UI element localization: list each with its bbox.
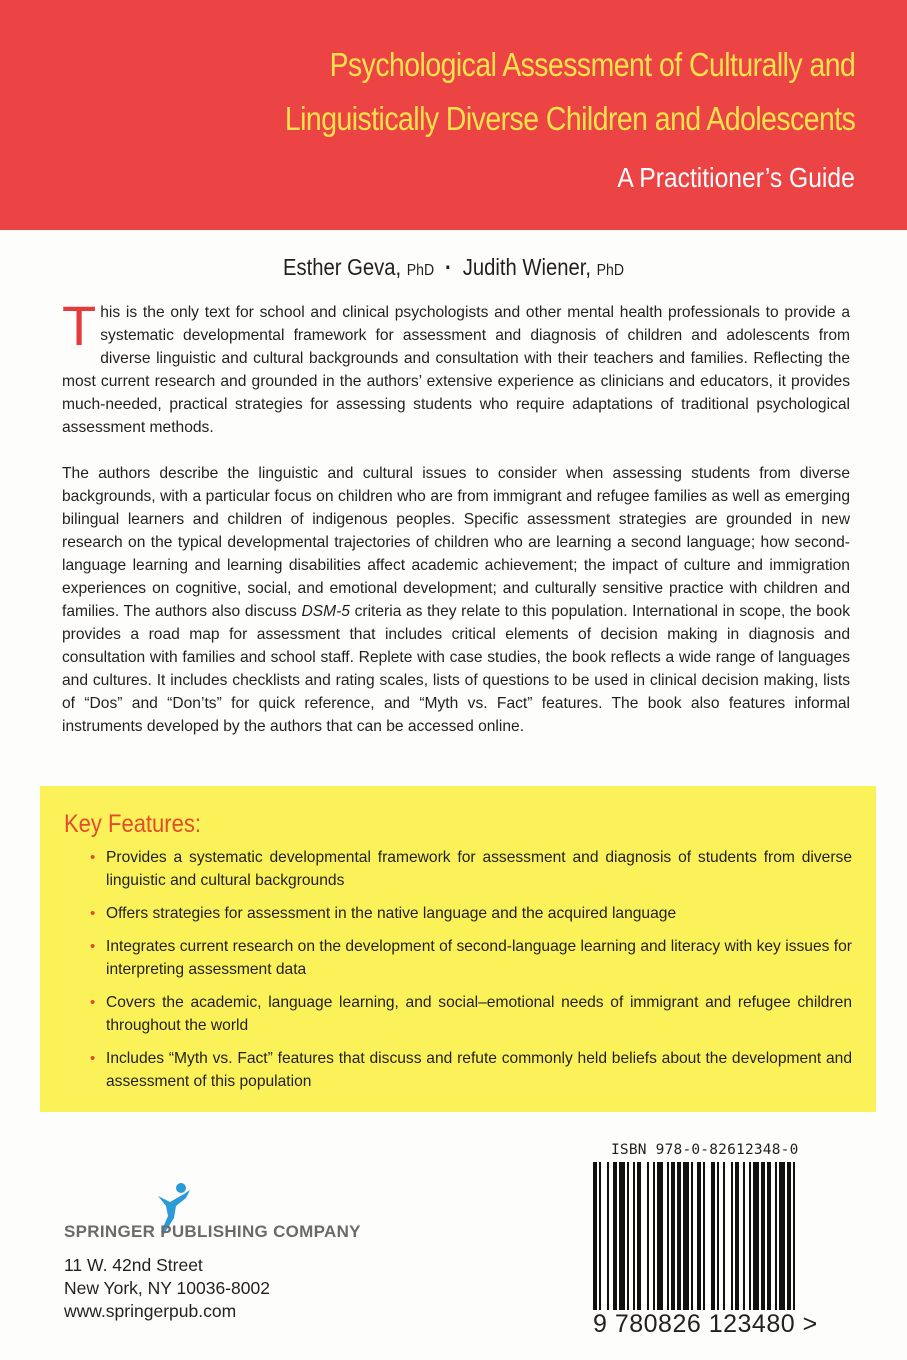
bullet-icon: • xyxy=(90,938,96,955)
bullet-icon: • xyxy=(90,905,96,922)
author-1-degree: PhD xyxy=(406,262,435,279)
author-2-degree: PhD xyxy=(596,262,624,279)
publisher-address xyxy=(64,1254,270,1323)
isbn-label: ISBN 978-0-82612348-0 xyxy=(611,1142,799,1158)
description-paragraph-1-text: his is the only text for school and clinical psychologists and other mental health professionals to provide a systematic developmental framework for assessment and diagnosis of children and adolescents from diverse linguistic and cultural backgrounds and consultation with their teachers and families. Reflecting the most current research and grounded in the authors’ extensive experience as clinicians and educators, it provides much-needed, practical strategies for assessing students who require adaptations of traditional psychological assessment methods. xyxy=(62,304,850,436)
feature-text: Offers strategies for assessment in the native language and the acquired language xyxy=(106,905,677,922)
feature-text: Integrates current research on the development of second-language learning and literacy with key issues for interpreting assessment data xyxy=(106,938,852,978)
list-item xyxy=(90,935,852,981)
dsm-5-reference: DSM-5 xyxy=(301,603,350,620)
key-features-box xyxy=(40,786,876,1112)
barcode-image xyxy=(593,1162,857,1318)
description-paragraph-2-text-a: The authors describe the linguistic and cultural issues to consider when assessing students from diverse backgrounds, with a particular focus on children who are from immigrant and refugee families as well as emerging bilingual learners and children of indigenous peoples. Specific assessment strategies are grounded in new research on the typical developmental trajectories of children who are learning a second language; how second-language learning and learning disabilities affect academic achievement; the impact of culture and immigration experiences on cognitive, social, and emotional development; and culturally sensitive practice with children and families. The authors also discuss xyxy=(62,465,850,620)
bullet-icon: • xyxy=(90,849,96,866)
barcode-digits: 9 780826 123480 > xyxy=(593,1310,893,1339)
description-paragraph-2 xyxy=(62,462,850,738)
author-line xyxy=(54,254,852,281)
address-city: New York, NY 10036-8002 xyxy=(64,1278,270,1298)
feature-text: Includes “Myth vs. Fact” features that discuss and refute commonly held beliefs about the development and assessment of this population xyxy=(106,1050,852,1090)
publisher-website: www.springerpub.com xyxy=(64,1301,237,1321)
list-item xyxy=(90,902,852,925)
description-paragraph-2-text-b: criteria as they relate to this population. International in scope, the book provides a road map for assessment that includes critical elements of decision making in diagnosis and consultation with families and school staff. Replete with case studies, the book reflects a wide range of languages and cultures. It includes checklists and rating scales, lists of questions to be used in clinical decision making, lists of “Dos” and “Don’ts” for quick reference, and “Myth vs. Fact” features. The book also features informal instruments developed by the authors that can be accessed online. xyxy=(62,603,851,735)
drop-cap: T xyxy=(62,294,97,357)
book-subtitle: A Practitioner’s Guide xyxy=(617,162,855,193)
description-paragraph-1 xyxy=(62,294,850,439)
publisher-name: SPRINGER PUBLISHING COMPANY xyxy=(64,1222,361,1241)
list-item xyxy=(90,1047,852,1093)
book-title-line-1: Psychological Assessment of Culturally and xyxy=(329,46,855,83)
author-2-name: Judith Wiener, xyxy=(462,254,591,280)
feature-text: Covers the academic, language learning, and social–emotional needs of immigrant and refugee children throughout the world xyxy=(106,994,852,1034)
title-banner xyxy=(0,0,907,230)
author-1-name: Esther Geva, xyxy=(283,254,402,280)
feature-text: Provides a systematic developmental framework for assessment and diagnosis of students from diverse linguistic and cultural backgrounds xyxy=(106,849,852,889)
book-title-line-2: Linguistically Diverse Children and Adolescents xyxy=(284,100,855,137)
list-item xyxy=(90,991,852,1037)
list-item xyxy=(90,846,852,892)
author-separator: · xyxy=(445,254,452,280)
bullet-icon: • xyxy=(90,1050,96,1067)
key-features-list xyxy=(90,846,852,1103)
bullet-icon: • xyxy=(90,994,96,1011)
address-street: 11 W. 42nd Street xyxy=(64,1255,203,1275)
key-features-title: Key Features: xyxy=(64,810,201,838)
